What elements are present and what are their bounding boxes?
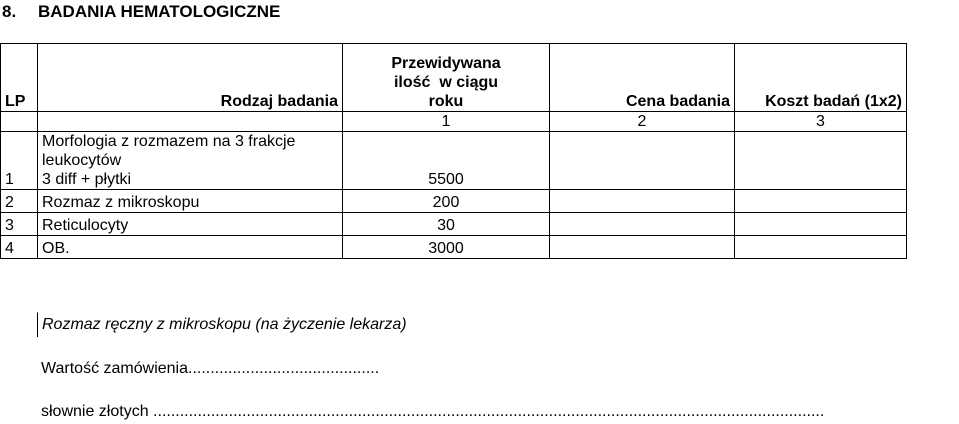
table-row bbox=[1, 213, 907, 236]
row-test-name-line1: Morfologia z rozmazem na 3 frakcje leukocytów bbox=[42, 133, 296, 169]
header-quantity-line2: ilość w ciągu bbox=[393, 74, 499, 91]
header-price: Cena badania bbox=[550, 44, 735, 112]
row-price bbox=[550, 132, 735, 190]
row-cost bbox=[735, 190, 907, 213]
table-header-row bbox=[1, 44, 907, 112]
header-quantity-line3: roku bbox=[428, 93, 464, 110]
table-row bbox=[1, 190, 907, 213]
row-cost bbox=[735, 236, 907, 259]
row-lp: 3 bbox=[1, 213, 38, 236]
order-value-line: Wartość zamówienia........................................... bbox=[41, 360, 380, 377]
row-price bbox=[550, 190, 735, 213]
row-quantity: 30 bbox=[343, 213, 550, 236]
row-cost bbox=[735, 213, 907, 236]
row-price bbox=[550, 213, 735, 236]
header-lp: LP bbox=[1, 44, 38, 112]
tests-table bbox=[0, 43, 907, 259]
header-cost: Koszt badań (1x2) bbox=[735, 44, 907, 112]
row-price bbox=[550, 236, 735, 259]
row-lp: 1 bbox=[1, 132, 38, 190]
row-test-name: Rozmaz z mikroskopu bbox=[38, 190, 343, 213]
row-quantity: 3000 bbox=[343, 236, 550, 259]
header-quantity-line1: Przewidywana bbox=[391, 55, 501, 72]
row-test-name: Reticulocyty bbox=[38, 213, 343, 236]
table-cell bbox=[1, 112, 38, 132]
column-number-3: 3 bbox=[735, 112, 907, 132]
section-number: 8. bbox=[2, 2, 17, 21]
table-row bbox=[1, 236, 907, 259]
header-quantity bbox=[343, 44, 550, 112]
column-number-row bbox=[1, 112, 907, 132]
section-heading bbox=[0, 2, 280, 22]
row-lp: 4 bbox=[1, 236, 38, 259]
section-title: BADANIA HEMATOLOGICZNE bbox=[38, 2, 281, 21]
row-test-name bbox=[38, 132, 343, 190]
manual-smear-note: Rozmaz ręczny z mikroskopu (na życzenie lekarza) bbox=[37, 312, 466, 337]
row-cost bbox=[735, 132, 907, 190]
table-cell bbox=[38, 112, 343, 132]
row-quantity: 200 bbox=[343, 190, 550, 213]
row-lp: 2 bbox=[1, 190, 38, 213]
row-quantity: 5500 bbox=[343, 132, 550, 190]
column-number-2: 2 bbox=[550, 112, 735, 132]
column-number-1: 1 bbox=[343, 112, 550, 132]
row-test-name: OB. bbox=[38, 236, 343, 259]
table-row bbox=[1, 132, 907, 190]
header-test-type: Rodzaj badania bbox=[38, 44, 343, 112]
amount-in-words-line: słownie złotych ....................................................................................................................................................... bbox=[41, 403, 825, 420]
row-test-name-line2: 3 diff + płytki bbox=[42, 171, 132, 188]
